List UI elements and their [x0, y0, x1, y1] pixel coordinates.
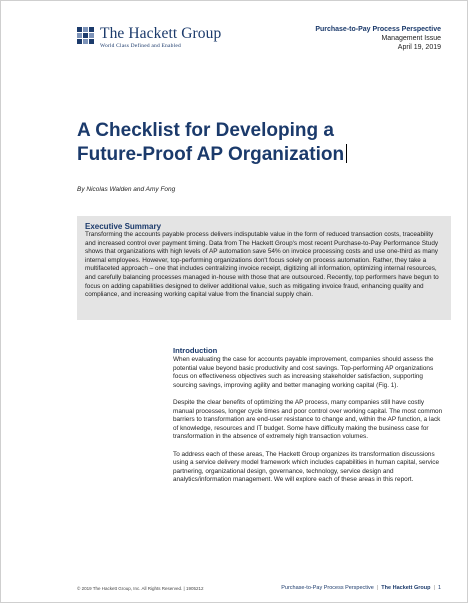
- footer-copyright: © 2019 The Hackett Group, Inc. All Rights Reserved. | 1905212: [77, 585, 204, 591]
- issue-date: April 19, 2019: [397, 44, 441, 51]
- title-line-2: Future-Proof AP Organization: [77, 144, 345, 165]
- series-title: Purchase-to-Pay Process Perspective: [315, 26, 441, 33]
- executive-summary-box: [77, 216, 451, 320]
- logo-mark-icon: [77, 27, 95, 45]
- footer-brand: The Hackett Group: [381, 585, 431, 591]
- page-footer: [77, 585, 441, 591]
- text-cursor: [346, 144, 347, 163]
- logo-tagline: World Class Defined and Enabled: [100, 43, 181, 49]
- introduction-section: [173, 346, 445, 494]
- title-line-1: A Checklist for Developing a: [77, 120, 334, 141]
- footer-series: Purchase-to-Pay Process Perspective: [281, 585, 374, 591]
- page-number: 1: [437, 585, 441, 591]
- intro-paragraph-3: To address each of these areas, The Hackett Group organizes its transformation discussions using a service delivery model framework which includes capabilities in human capital, service partnering, organizational design, governance, technology, service design and analytics/information management. We will explore each of these areas in this report.: [173, 450, 440, 484]
- document-title: [77, 119, 437, 167]
- intro-paragraph-1: When evaluating the case for accounts payable improvement, companies should assess the potential value beyond basic productivity and cost savings. Top-performing AP organizations focus on effectiveness objectives such as increasing stakeholder satisfaction, supporting sourcing savings, improving agility and better managing working capital (Fig. 1).: [173, 356, 434, 389]
- authors-byline: By Nicolas Walden and Amy Fong: [77, 186, 176, 193]
- header-meta: [315, 25, 441, 52]
- summary-heading: Executive Summary: [85, 222, 162, 231]
- summary-body: Transforming the accounts payable process delivers indisputable value in the form of reduced transaction costs, traceability and increased control over payment timing. Data from The Hackett Group's most recent Purchase-to-Pay Performance Study shows that organizations with high levels of AP automation save 54% on invoice processing costs and use one-third as many internal employees. However, top-performing organizations don't focus solely on process automation. Rather, they take a multifaceted approach – one that includes centralizing invoice receipt, digitizing all information, optimizing internal resources, and carefully balancing processes managed in-house with those that are outsourced. Recently, top performers have begun to focus on adding capabilities designed to deliver additional value, such as mitigating invoice fraud, enhancing quality and compliance, and increasing working capital value from the financial supply chain.: [85, 231, 439, 299]
- intro-paragraph-2: Despite the clear benefits of optimizing the AP process, many companies still have costly manual processes, longer cycle times and poor control over working capital. The most common barriers to transformation are end-user resistance to change and, within the AP function, a lack of knowledge, resources and IT budget. Some have difficulty making the business case for transformation in the absence of extremely high transaction volumes.: [173, 398, 443, 441]
- issue-label: Management Issue: [381, 35, 441, 42]
- logo-name: The Hackett Group: [100, 25, 222, 42]
- company-logo: [77, 25, 221, 49]
- footer-right: Purchase-to-Pay Process Perspective | The Hackett Group | 1: [281, 585, 441, 591]
- introduction-heading: Introduction: [173, 346, 218, 355]
